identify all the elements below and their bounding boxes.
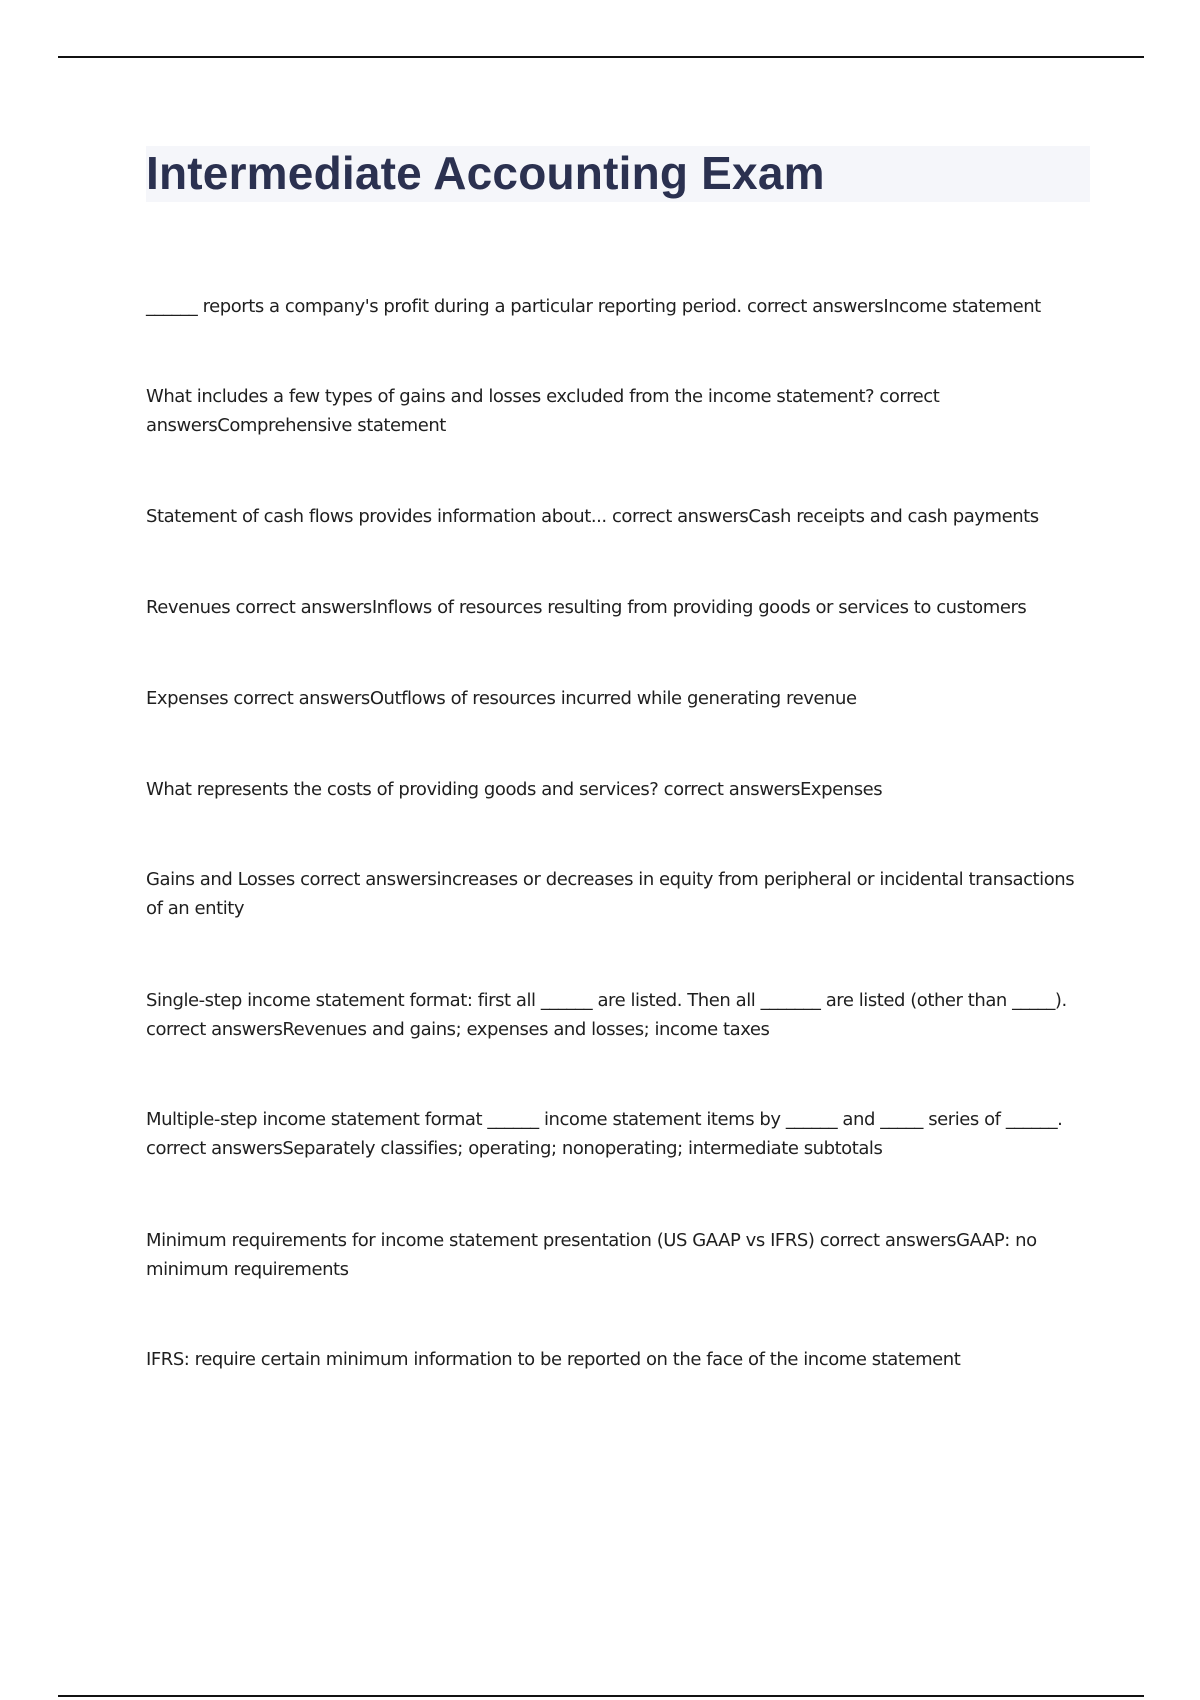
bottom-rule (58, 1695, 1144, 1697)
qa-item: Single-step income statement format: first all ______ are listed. Then all _______ are listed (other than _____). correct answersRevenues and gains; expenses and losses; income taxes (146, 990, 1067, 1040)
qa-item: What includes a few types of gains and losses excluded from the income statement? correct answersComprehensive statement (146, 386, 940, 436)
qa-item: ______ reports a company's profit during a particular reporting period. correct answersIncome statement (146, 296, 1041, 317)
qa-item: Multiple-step income statement format ______ income statement items by ______ and _____ series of ______. correct answersSeparately classifies; operating; nonoperating; intermediate subtotals (146, 1109, 1063, 1159)
qa-item: Gains and Losses correct answersincreases or decreases in equity from peripheral or incidental transactions of an entity (146, 869, 1075, 919)
qa-item: What represents the costs of providing goods and services? correct answersExpenses (146, 779, 883, 800)
qa-item: Minimum requirements for income statement presentation (US GAAP vs IFRS) correct answersGAAP: no minimum requirements (146, 1230, 1037, 1280)
qa-item: Statement of cash flows provides information about... correct answersCash receipts and cash payments (146, 506, 1039, 527)
qa-item: Expenses correct answersOutflows of resources incurred while generating revenue (146, 688, 857, 709)
qa-item: IFRS: require certain minimum information to be reported on the face of the income statement (146, 1349, 961, 1370)
top-rule (58, 56, 1144, 58)
page-title: Intermediate Accounting Exam (146, 147, 825, 199)
qa-item: Revenues correct answersInflows of resources resulting from providing goods or services to customers (146, 597, 1027, 618)
